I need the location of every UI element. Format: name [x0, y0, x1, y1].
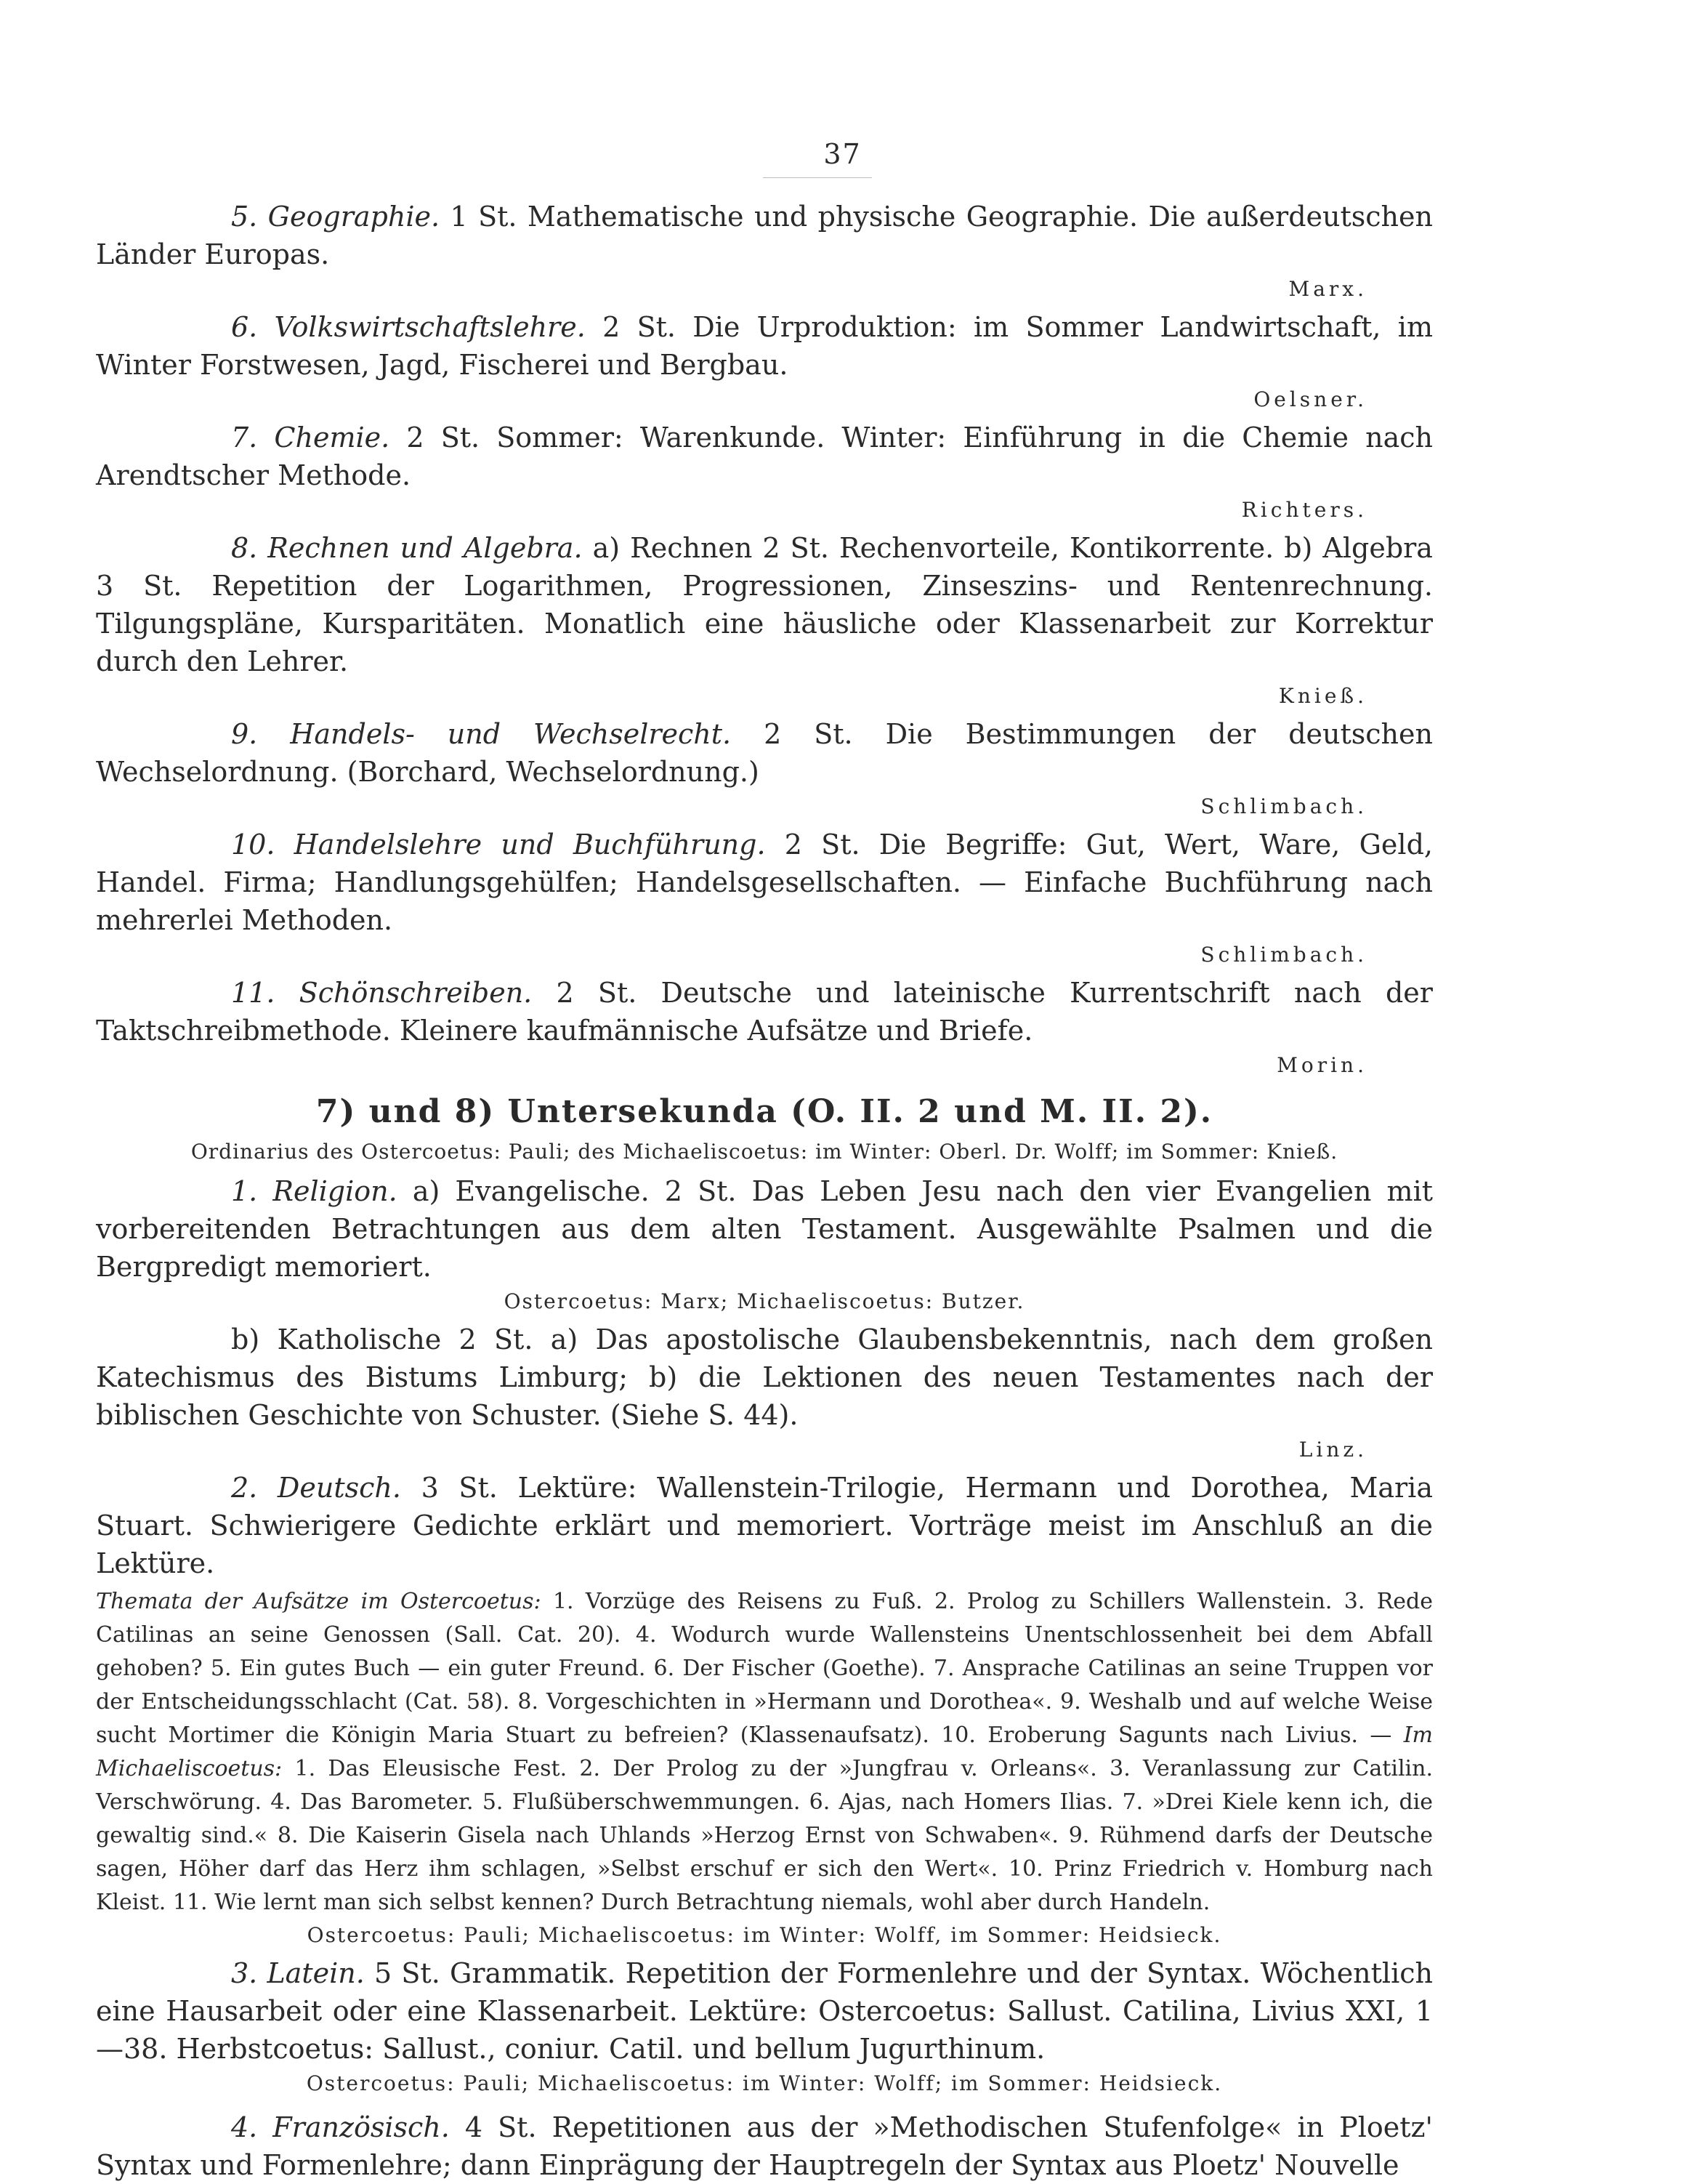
- subject-handelsrecht: 9. Handels- und Wechselrecht. 2 St. Die Bestimmungen der deutschen Wechselordnung. (Borchard, Wechselordnung.): [96, 718, 1433, 788]
- header-rule: [763, 177, 872, 178]
- subject-franzoesisch: 4. Französisch. 4 St. Repetitionen aus der »Methodischen Stufenfolge« in Ploetz' Syntax und Formenlehre; dann Einprägung der Hauptregeln der Syntax aus Ploetz' Nouvelle: [96, 2111, 1433, 2181]
- page-body: [96, 198, 1433, 2184]
- teacher-signature: Knieß.: [1278, 684, 1367, 708]
- teacher-signature: Ostercoetus: Pauli; Michaeliscoetus: im Winter: Wolff; im Sommer: Heidsieck.: [306, 2071, 1223, 2095]
- teacher-signature: Schlimbach.: [1200, 943, 1367, 967]
- teacher-signature: Morin.: [1277, 1053, 1367, 1077]
- ordinarius-line: Ordinarius des Ostercoetus: Pauli; des Michaeliscoetus: im Winter: Oberl. Dr. Wolff; im Sommer: Knieß.: [190, 1140, 1338, 1164]
- subject-deutsch: 2. Deutsch. 3 St. Lektüre: Wallenstein-Trilogie, Hermann und Dorothea, Maria Stuart. Schwierigere Gedichte erklärt und memoriert. Vorträge meist im Anschluß an die Lektüre.: [96, 1472, 1433, 1579]
- subject-rechnen-algebra: 8. Rechnen und Algebra. a) Rechnen 2 St. Rechenvorteile, Kontikorrente. b) Algebra 3 St. Repetition der Logarithmen, Progressionen, Zinseszins- und Rentenrechnung. Tilgungspläne, Kursparitäten. Monatlich eine häusliche oder Klassenarbeit zur Korrektur durch den Lehrer.: [96, 532, 1433, 677]
- subject-chemie: 7. Chemie. 2 St. Sommer: Warenkunde. Winter: Einführung in die Chemie nach Arendtscher Methode.: [96, 422, 1433, 491]
- teacher-signature: Ostercoetus: Marx; Michaeliscoetus: Butzer.: [504, 1289, 1025, 1313]
- teacher-signature: Marx.: [1288, 277, 1367, 301]
- section-title: 7) und 8) Untersekunda (O. II. 2 und M. II. 2).: [315, 1093, 1213, 1130]
- subject-handelslehre: 10. Handelslehre und Buchführung. 2 St. Die Begriffe: Gut, Wert, Ware, Geld, Handel. Firma; Handlungsgehülfen; Handelsgesellschaften. — Einfache Buchführung nach mehrerlei Methoden.: [96, 829, 1433, 936]
- subject-religion-katholisch: b) Katholische 2 St. a) Das apostolische Glaubensbekenntnis, nach dem großen Katechismus des Bistums Limburg; b) die Lektionen des neuen Testamentes nach der biblischen Geschichte von Schuster. (Siehe S. 44).: [96, 1323, 1433, 1431]
- page-number: 37: [823, 138, 862, 170]
- teacher-signature: Schlimbach.: [1200, 794, 1367, 818]
- subject-religion-evangelisch: 1. Religion. a) Evangelische. 2 St. Das Leben Jesu nach den vier Evangelien mit vorbereitenden Betrachtungen aus dem alten Testament. Ausgewählte Psalmen und die Bergpredigt memoriert.: [96, 1175, 1433, 1283]
- subject-volkswirtschaftslehre: 6. Volkswirtschaftslehre. 2 St. Die Urproduktion: im Sommer Landwirtschaft, im Winter Forstwesen, Jagd, Fischerei und Bergbau.: [96, 311, 1433, 381]
- aufsatz-themata: Themata der Aufsätze im Ostercoetus: 1. Vorzüge des Reisens zu Fuß. 2. Prolog zu Schillers Wallenstein. 3. Rede Catilinas an seine Genossen (Sall. Cat. 20). 4. Wodurch wurde Wallensteins Unentschlossenheit bei dem Abfall gehoben? 5. Ein gutes Buch — ein guter Freund. 6. Der Fischer (Goethe). 7. Ansprache Catilinas an seine Truppen vor der Entscheidungsschlacht (Cat. 58). 8. Vorgeschichten in »Hermann und Dorothea«. 9. Weshalb und auf welche Weise sucht Mortimer die Königin Maria Stuart zu befreien? (Klassenaufsatz). 10. Eroberung Sagunts nach Livius. — Im Michaeliscoetus: 1. Das Eleusische Fest. 2. Der Prolog zu der »Jungfrau v. Orleans«. 3. Veranlassung zur Catilin. Verschwörung. 4. Das Barometer. 5. Flußüberschwemmungen. 6. Ajas, nach Homers Ilias. 7. »Drei Kiele kenn ich, die gewaltig sind.« 8. Die Kaiserin Gisela nach Uhlands »Herzog Ernst von Schwaben«. 9. Rühmend darfs der Deutsche sagen, Höher darf das Herz ihm schlagen, »Selbst erschuf er sich den Wert«. 10. Prinz Friedrich v. Homburg nach Kleist. 11. Wie lernt man sich selbst kennen? Durch Betrachtung niemals, wohl aber durch Handeln.: [96, 1589, 1433, 1915]
- subject-geographie: 5. Geographie. 1 St. Mathematische und physische Geographie. Die außerdeutschen Länder Europas.: [96, 201, 1433, 270]
- subject-schoenschreiben: 11. Schönschreiben. 2 St. Deutsche und lateinische Kurrentschrift nach der Taktschreibmethode. Kleinere kaufmännische Aufsätze und Briefe.: [96, 977, 1433, 1047]
- teacher-signature: Richters.: [1241, 498, 1367, 522]
- teacher-signature: Linz.: [1298, 1438, 1367, 1462]
- teacher-signature: Oelsner.: [1253, 387, 1367, 411]
- subject-latein: 3. Latein. 5 St. Grammatik. Repetition der Formenlehre und der Syntax. Wöchentlich eine Hausarbeit oder eine Klassenarbeit. Lektüre: Ostercoetus: Sallust. Catilina, Livius XXI, 1—38. Herbstcoetus: Sallust., coniur. Catil. und bellum Jugurthinum.: [96, 1957, 1433, 2065]
- teacher-signature: Ostercoetus: Pauli; Michaeliscoetus: im Winter: Wolff, im Sommer: Heidsieck.: [307, 1923, 1222, 1947]
